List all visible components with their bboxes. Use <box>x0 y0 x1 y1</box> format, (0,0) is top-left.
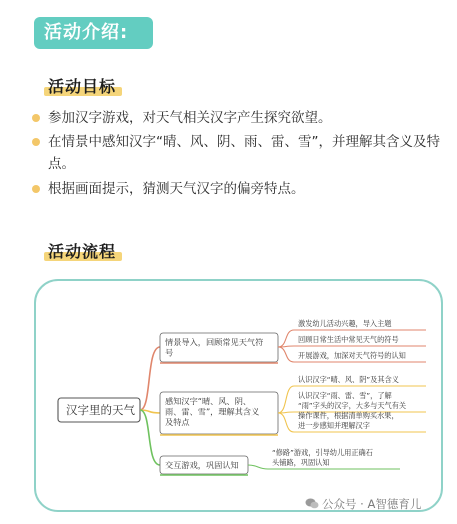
section-tag-activity-intro: 活动介绍: <box>34 17 153 49</box>
wechat-icon <box>305 498 319 509</box>
mindmap-leaf-label: 操作课件，根据清单购买水果，进一步感知并理解汉字 <box>298 411 399 430</box>
goals-heading-text: 活动目标 <box>48 77 117 96</box>
mindmap-leaf-label: 回顾日常生活中常见天气的符号 <box>298 335 399 344</box>
mindmap-branch-connector <box>140 347 160 410</box>
mindmap-leaf-connector <box>278 413 294 432</box>
mindmap-leaf-connector <box>278 386 294 413</box>
mindmap-branch-label: 感知汉字“晴、风、阴、雨、雷、雪”，理解其含义及特点 <box>165 396 260 427</box>
mindmap-leaf-label: 认识汉字“晴、风、阴”及其含义 <box>298 375 399 384</box>
mindmap-leaf-label: 开展游戏，加深对天气符号的认知 <box>298 351 406 360</box>
mindmap-leaf-label: “修路”游戏，引导幼儿用正确石头铺路，巩固认知 <box>272 448 373 467</box>
mindmap-leaf-label: 激发幼儿活动兴趣，导入主题 <box>298 319 392 328</box>
process-heading-text: 活动流程 <box>48 242 117 261</box>
mindmap-branch-label: 情景导入，回顾常见天气符号 <box>165 337 264 358</box>
mindmap-leaf-connector <box>278 347 294 362</box>
mindmap-leaf-connector <box>248 465 268 469</box>
watermark-text: 公众号 · A智德育儿 <box>322 497 422 511</box>
mindmap-root-label: 汉字里的天气 <box>66 403 135 417</box>
goal-item-text: 根据画面提示，猜测天气汉字的偏旁特点。 <box>48 181 305 197</box>
mindmap-branch-label: 交互游戏，巩固认知 <box>165 460 239 470</box>
mindmap-branch-connector <box>140 410 160 465</box>
goal-item-text: 在情景中感知汉字“晴、风、阴、雨、雷、雪”，并理解其含义及特点。 <box>48 134 440 172</box>
mindmap-leaf-label: 认识汉字“雨、雷、雪”，了解“雨”字头的汉字，大多与天气有关 <box>298 391 407 410</box>
mindmap-leaf-connector <box>278 330 294 347</box>
watermark <box>305 496 421 512</box>
goal-item-text: 参加汉字游戏，对天气相关汉字产生探究欲望。 <box>48 110 332 126</box>
